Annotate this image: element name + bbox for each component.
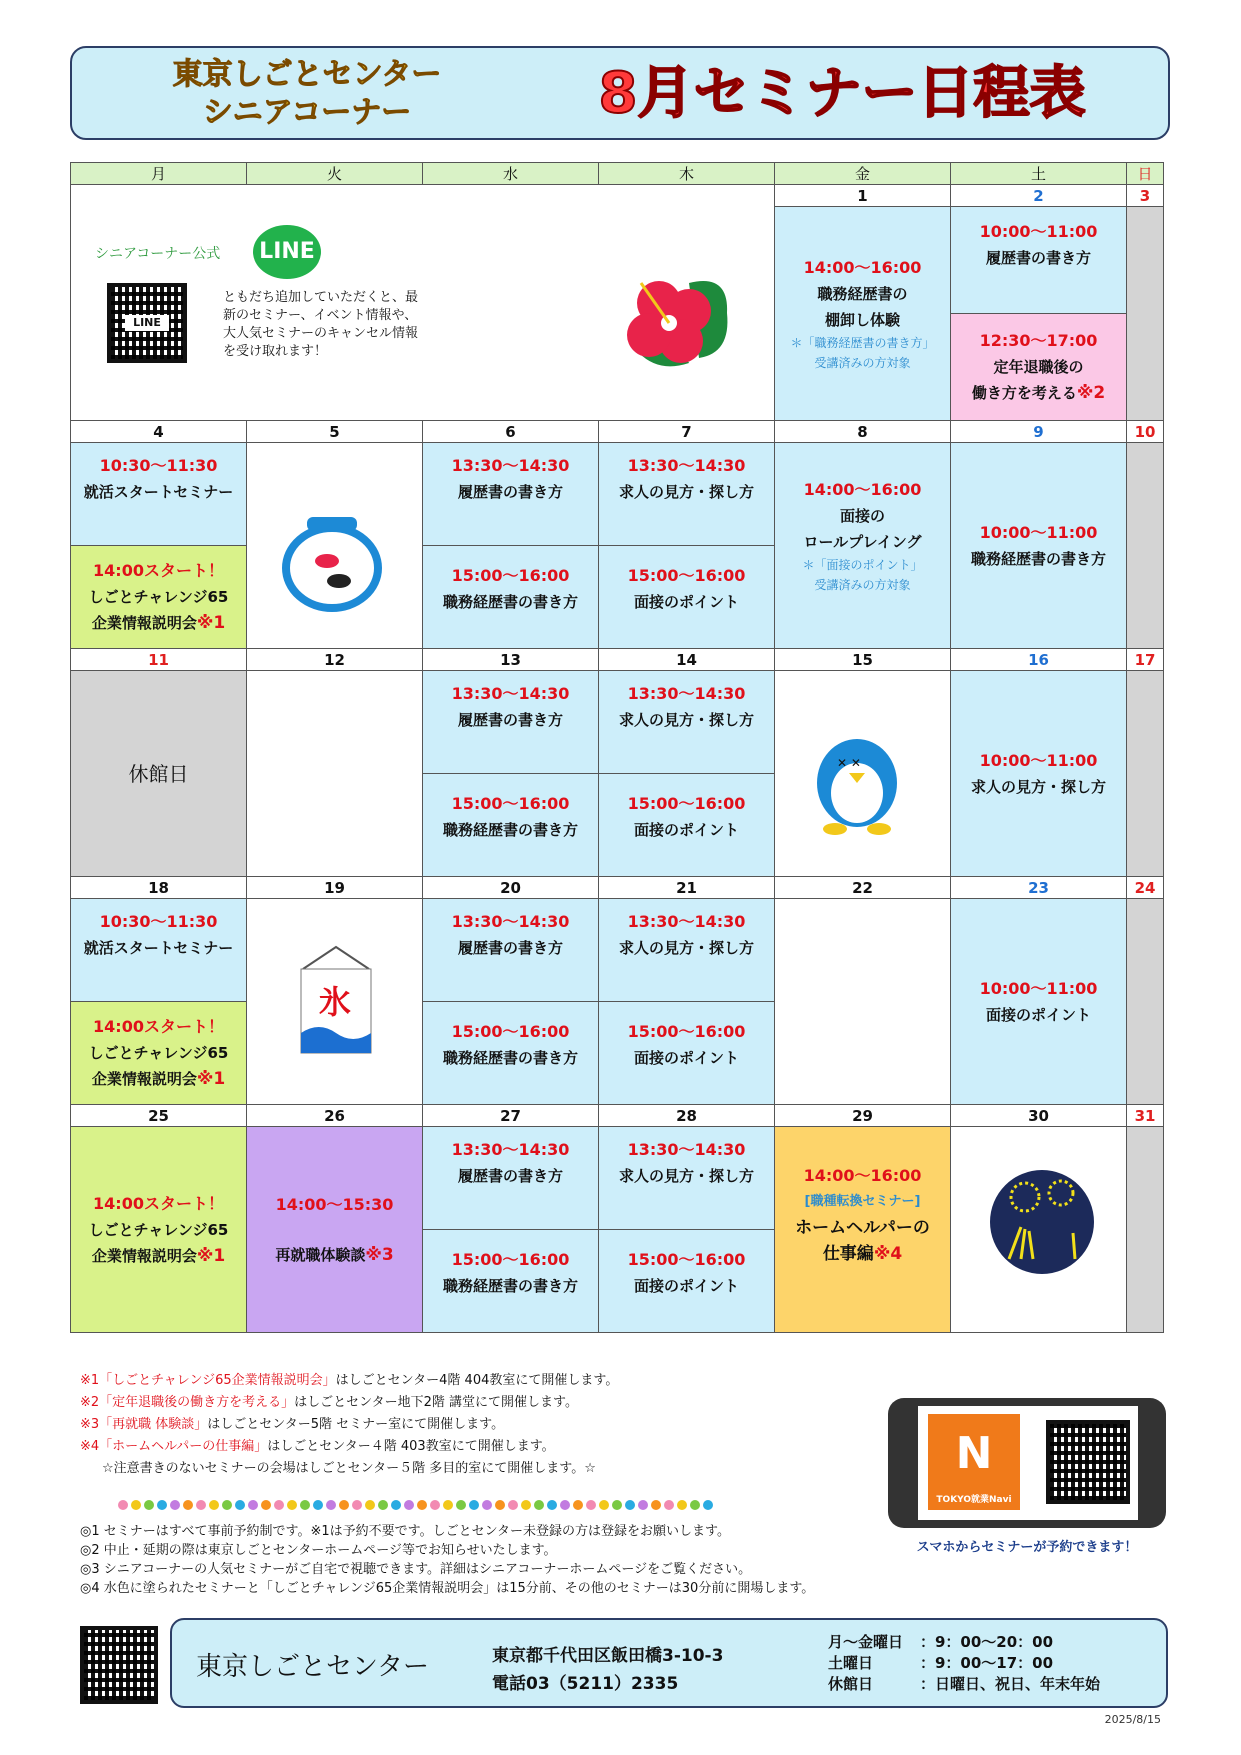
divider-dot xyxy=(521,1500,531,1510)
weekday-thu: 木 xyxy=(598,162,775,185)
divider-dot xyxy=(482,1500,492,1510)
divider-dot xyxy=(547,1500,557,1510)
phone-caption: スマホからセミナーが予約できます！ xyxy=(916,1540,1138,1555)
divider-dot xyxy=(391,1500,401,1510)
closed-day: 休館日 xyxy=(70,670,247,877)
footer-org-name: 東京しごとセンター xyxy=(196,1652,429,1682)
seminar-slot[interactable]: 15:00～16:00 職務経歴書の書き方 xyxy=(422,1001,599,1105)
footer xyxy=(170,1618,1168,1708)
svg-text:氷: 氷 xyxy=(319,983,352,1021)
divider-dot xyxy=(560,1500,570,1510)
day-1: 1 xyxy=(774,184,951,207)
penguin-icon xyxy=(805,721,915,841)
divider-dot xyxy=(495,1500,505,1510)
calendar xyxy=(70,162,1174,1356)
seminar-slot[interactable]: 13:30～14:30 求人の見方・探し方 xyxy=(598,898,775,1002)
day-11: 11 xyxy=(70,648,247,671)
phone-graphic xyxy=(888,1398,1166,1528)
seminar-slot[interactable]: 10:00～11:00 面接のポイント xyxy=(950,898,1127,1105)
day-28: 28 xyxy=(598,1104,775,1127)
divider-dot xyxy=(274,1500,284,1510)
weekday-mon: 月 xyxy=(70,162,247,185)
day-13: 13 xyxy=(422,648,599,671)
seminar-slot[interactable]: 14:00～15:30 再就職体験談※3 xyxy=(246,1126,423,1333)
empty-day xyxy=(246,670,423,877)
day-2: 2 xyxy=(950,184,1127,207)
day-16: 16 xyxy=(950,648,1127,671)
seminar-slot[interactable]: 14:00～16:00 職務経歴書の 棚卸し体験 ＊「職務経歴書の書き方」 受講済みの方対象 xyxy=(774,206,951,421)
seminar-slot[interactable]: 10:00～11:00 職務経歴書の書き方 xyxy=(950,442,1127,649)
seminar-slot[interactable]: 14:00スタート！ しごとチャレンジ65 企業情報説明会※1 xyxy=(70,545,247,649)
weekday-tue: 火 xyxy=(246,162,423,185)
fireworks-icon xyxy=(987,1167,1097,1277)
footer-qr-code[interactable] xyxy=(80,1626,158,1704)
divider-dot xyxy=(469,1500,479,1510)
divider-dot xyxy=(339,1500,349,1510)
divider-dot xyxy=(183,1500,193,1510)
dot-divider xyxy=(118,1500,728,1514)
divider-dot xyxy=(248,1500,258,1510)
divider-dot xyxy=(612,1500,622,1510)
empty-day xyxy=(246,898,423,1105)
divider-dot xyxy=(300,1500,310,1510)
line-promo xyxy=(70,184,775,421)
seminar-slot[interactable]: 10:30～11:30 就活スタートセミナー xyxy=(70,898,247,1002)
day-21: 21 xyxy=(598,876,775,899)
seminar-slot[interactable]: 15:00～16:00 面接のポイント xyxy=(598,773,775,877)
day-3: 3 xyxy=(1126,184,1164,207)
seminar-slot[interactable]: 15:00～16:00 職務経歴書の書き方 xyxy=(422,773,599,877)
line-qr-code: LINE xyxy=(107,283,187,363)
seminar-slot[interactable]: 15:00～16:00 面接のポイント xyxy=(598,1229,775,1333)
seminar-slot[interactable]: 13:30～14:30 履歴書の書き方 xyxy=(422,898,599,1002)
divider-dot xyxy=(690,1500,700,1510)
divider-dot xyxy=(625,1500,635,1510)
divider-dot xyxy=(378,1500,388,1510)
seminar-slot[interactable]: 13:30～14:30 求人の見方・探し方 xyxy=(598,670,775,774)
divider-dot xyxy=(456,1500,466,1510)
sunday-cell xyxy=(1126,442,1164,649)
divider-dot xyxy=(664,1500,674,1510)
divider-dot xyxy=(599,1500,609,1510)
divider-dot xyxy=(573,1500,583,1510)
divider-dot xyxy=(651,1500,661,1510)
seminar-slot[interactable]: 14:00スタート！ しごとチャレンジ65 企業情報説明会※1 xyxy=(70,1126,247,1333)
day-25: 25 xyxy=(70,1104,247,1127)
seminar-slot[interactable]: 15:00～16:00 職務経歴書の書き方 xyxy=(422,1229,599,1333)
divider-dot xyxy=(313,1500,323,1510)
footer-address: 東京都千代田区飯田橋3-10-3 電話03（5211）2335 xyxy=(492,1646,724,1694)
divider-dot xyxy=(209,1500,219,1510)
seminar-slot[interactable]: 12:30～17:00 定年退職後の 働き方を考える※2 xyxy=(950,313,1127,421)
seminar-slot[interactable]: 15:00～16:00 職務経歴書の書き方 xyxy=(422,545,599,649)
divider-dot xyxy=(131,1500,141,1510)
navi-qr-code[interactable] xyxy=(1046,1420,1130,1504)
sunday-cell xyxy=(1126,670,1164,877)
sunday-cell xyxy=(1126,898,1164,1105)
seminar-slot[interactable]: 14:00スタート！ しごとチャレンジ65 企業情報説明会※1 xyxy=(70,1001,247,1105)
seminar-slot[interactable]: 13:30～14:30 履歴書の書き方 xyxy=(422,1126,599,1230)
divider-dot xyxy=(170,1500,180,1510)
day-5: 5 xyxy=(246,420,423,443)
divider-dot xyxy=(404,1500,414,1510)
divider-dot xyxy=(417,1500,427,1510)
venue-notes: ※1「しごとチャレンジ65企業情報説明会」はしごとセンター4階 404教室にて開催します。 ※2「定年退職後の働き方を考える」はしごとセンター地下2階 講堂にて開催します。 ※3「再就職 体験談」はしごとセンター5階 セミナー室にて開催します。 ※4「ホームヘルパーの仕事編」はしごとセンター４階 403教室にて開催します。 ☆注意書きのないセミナーの会場はしごとセンター５階 多目的室にて開催します。☆ xyxy=(80,1373,619,1476)
day-29: 29 xyxy=(774,1104,951,1127)
day-30: 30 xyxy=(950,1104,1127,1127)
day-22: 22 xyxy=(774,876,951,899)
sunday-cell xyxy=(1126,1126,1164,1333)
line-badge: LINE xyxy=(253,225,321,279)
divider-dot xyxy=(586,1500,596,1510)
hibiscus-icon xyxy=(619,263,739,373)
divider-dot xyxy=(118,1500,128,1510)
page-title: 8月セミナー日程表 xyxy=(598,61,1086,126)
divider-dot xyxy=(534,1500,544,1510)
seminar-slot[interactable]: 10:30～11:30 就活スタートセミナー xyxy=(70,442,247,546)
goldfish-bowl-icon xyxy=(277,503,387,613)
day-10: 10 xyxy=(1126,420,1164,443)
divider-dot xyxy=(443,1500,453,1510)
day-18: 18 xyxy=(70,876,247,899)
seminar-slot[interactable]: 13:30～14:30 履歴書の書き方 xyxy=(422,670,599,774)
seminar-slot[interactable]: 14:00～16:00 面接の ロールプレイング ＊「面接のポイント」 受講済みの方対象 xyxy=(774,442,951,649)
navi-app-logo[interactable]: N TOKYO就業Navi xyxy=(928,1414,1020,1510)
seminar-slot[interactable]: 13:30～14:30 求人の見方・探し方 xyxy=(598,442,775,546)
weekday-wed: 水 xyxy=(422,162,599,185)
day-6: 6 xyxy=(422,420,599,443)
divider-dot xyxy=(287,1500,297,1510)
day-12: 12 xyxy=(246,648,423,671)
seminar-slot[interactable]: 10:00～11:00 履歴書の書き方 xyxy=(950,206,1127,314)
day-15: 15 xyxy=(774,648,951,671)
shaved-ice-flag-icon xyxy=(291,941,381,1061)
footer-hours: 月～金曜日 ：9：00～20：00 土曜日 ：9：00～17：00 休館日 ：日曜日、祝日、年末年始 xyxy=(828,1633,1101,1693)
divider-dot xyxy=(157,1500,167,1510)
seminar-slot[interactable]: 15:00～16:00 面接のポイント xyxy=(598,545,775,649)
weekday-fri: 金 xyxy=(774,162,951,185)
divider-dot xyxy=(222,1500,232,1510)
seminar-slot[interactable]: 10:00～11:00 求人の見方・探し方 xyxy=(950,670,1127,877)
divider-dot xyxy=(430,1500,440,1510)
day-8: 8 xyxy=(774,420,951,443)
day-19: 19 xyxy=(246,876,423,899)
divider-dot xyxy=(365,1500,375,1510)
seminar-slot[interactable]: 13:30～14:30 履歴書の書き方 xyxy=(422,442,599,546)
day-27: 27 xyxy=(422,1104,599,1127)
divider-dot xyxy=(638,1500,648,1510)
info-notes: ◎1 セミナーはすべて事前予約制です。※1は予約不要です。しごとセンター未登録の方は登録をお願いします。 ◎2 中止・延期の際は東京しごとセンターホームページ等でお知らせいたします。 ◎3 シニアコーナーの人気セミナーがご自宅で視聴できます。詳細はシニアコーナーホームページをご覧ください。 ◎4 水色に塗られたセミナーと「しごとチャレンジ65企業情報説明会」は15分前、その他のセミナーは30分前に開場します。 xyxy=(80,1524,815,1596)
empty-day xyxy=(246,442,423,649)
day-14: 14 xyxy=(598,648,775,671)
weekday-sun: 日 xyxy=(1126,162,1164,185)
empty-day xyxy=(950,1126,1127,1333)
page-header xyxy=(70,46,1170,140)
empty-day xyxy=(774,670,951,877)
divider-dot xyxy=(326,1500,336,1510)
day-17: 17 xyxy=(1126,648,1164,671)
day-24: 24 xyxy=(1126,876,1164,899)
divider-dot xyxy=(196,1500,206,1510)
day-26: 26 xyxy=(246,1104,423,1127)
divider-dot xyxy=(677,1500,687,1510)
divider-dot xyxy=(235,1500,245,1510)
sunday-cell xyxy=(1126,206,1164,421)
seminar-slot[interactable]: 13:30～14:30 求人の見方・探し方 xyxy=(598,1126,775,1230)
line-label: シニアコーナー公式 xyxy=(95,246,221,262)
day-20: 20 xyxy=(422,876,599,899)
weekday-sat: 土 xyxy=(950,162,1127,185)
empty-day xyxy=(774,898,951,1105)
line-promo-text: ともだち追加していただくと、最 新のセミナー、イベント情報や、 大人気セミナーのキャンセル情報 を受け取れます！ xyxy=(223,290,419,359)
divider-dot xyxy=(352,1500,362,1510)
day-9: 9 xyxy=(950,420,1127,443)
org-name: 東京しごとセンター シニアコーナー xyxy=(172,57,442,130)
issue-date: 2025/8/15 xyxy=(1104,1713,1161,1726)
day-7: 7 xyxy=(598,420,775,443)
divider-dot xyxy=(703,1500,713,1510)
day-31: 31 xyxy=(1126,1104,1164,1127)
day-23: 23 xyxy=(950,876,1127,899)
divider-dot xyxy=(261,1500,271,1510)
divider-dot xyxy=(508,1500,518,1510)
seminar-slot[interactable]: 15:00～16:00 面接のポイント xyxy=(598,1001,775,1105)
svg-text:✕ ✕: ✕ ✕ xyxy=(837,756,861,770)
divider-dot xyxy=(144,1500,154,1510)
day-4: 4 xyxy=(70,420,247,443)
seminar-slot[interactable]: 14:00～16:00 [職種転換セミナー] ホームヘルパーの 仕事編※4 xyxy=(774,1126,951,1333)
